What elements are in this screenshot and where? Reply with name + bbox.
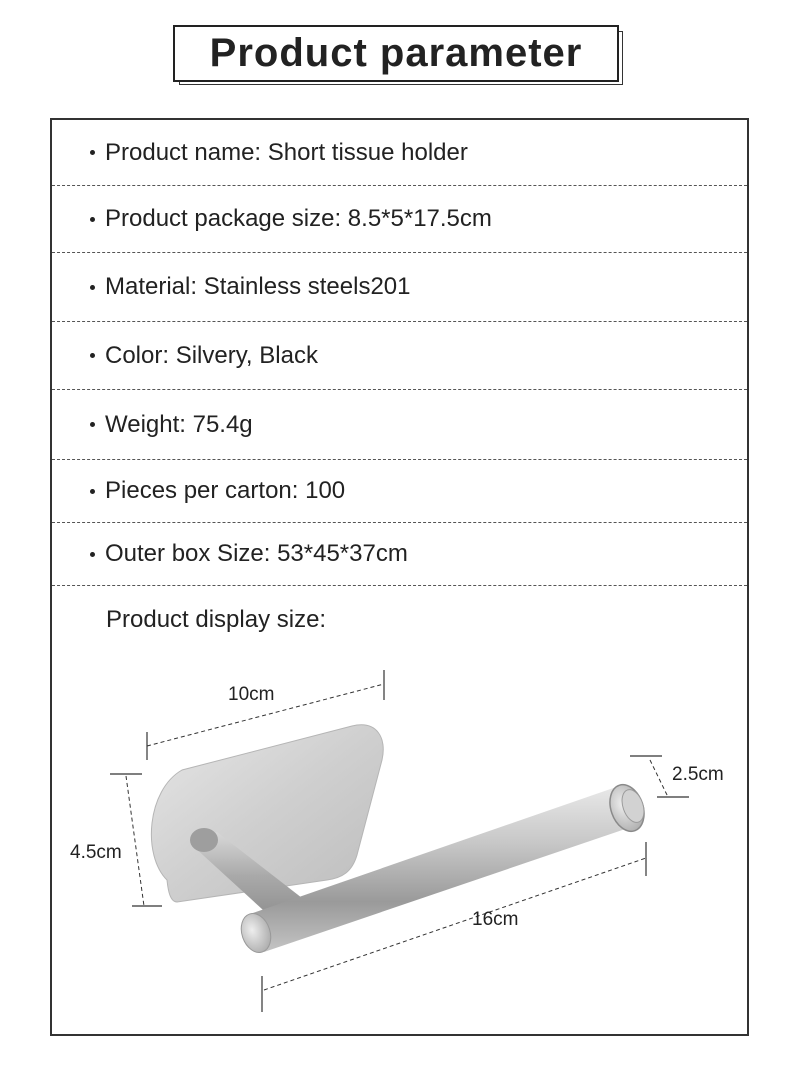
title-block: [173, 25, 623, 85]
param-text: Product package size: 8.5*5*17.5cm: [105, 205, 492, 232]
dimension-rod-diameter: [630, 756, 724, 797]
param-text: Material: Stainless steels201: [105, 273, 411, 300]
bullet-icon: [90, 150, 95, 155]
bullet-icon: [90, 422, 95, 427]
bullet-icon: [90, 285, 95, 290]
param-text: Pieces per carton: 100: [105, 477, 346, 504]
dimension-label-2-5cm: 2.5cm: [672, 764, 724, 785]
param-row-weight: [52, 390, 747, 460]
param-row-package-size: [52, 186, 747, 253]
bullet-icon: [90, 489, 95, 494]
param-text: Color: Silvery, Black: [105, 341, 318, 369]
param-row-outer-box-size: [52, 523, 747, 586]
param-text: Product name: Short tissue holder: [105, 138, 468, 166]
dimension-label-16cm: 16cm: [472, 909, 519, 930]
bullet-icon: [90, 552, 95, 557]
param-row-color: [52, 322, 747, 390]
bullet-icon: [90, 217, 95, 222]
product-diagram: [52, 640, 747, 1035]
display-size-label: Product display size:: [106, 606, 327, 633]
parameter-frame: [50, 118, 749, 1036]
bullet-icon: [90, 353, 95, 358]
dimension-label-4-5cm: 4.5cm: [70, 842, 122, 863]
dimension-plate-height: [70, 774, 162, 906]
dimension-label-10cm: 10cm: [228, 684, 275, 705]
param-row-material: [52, 253, 747, 322]
parameter-list: [52, 120, 747, 586]
param-row-product-name: [52, 120, 747, 186]
param-text: Outer box Size: 53*45*37cm: [105, 540, 408, 567]
param-row-pieces-per-carton: [52, 460, 747, 523]
page-title: Product parameter: [173, 25, 619, 82]
param-text: Weight: 75.4g: [105, 410, 253, 438]
